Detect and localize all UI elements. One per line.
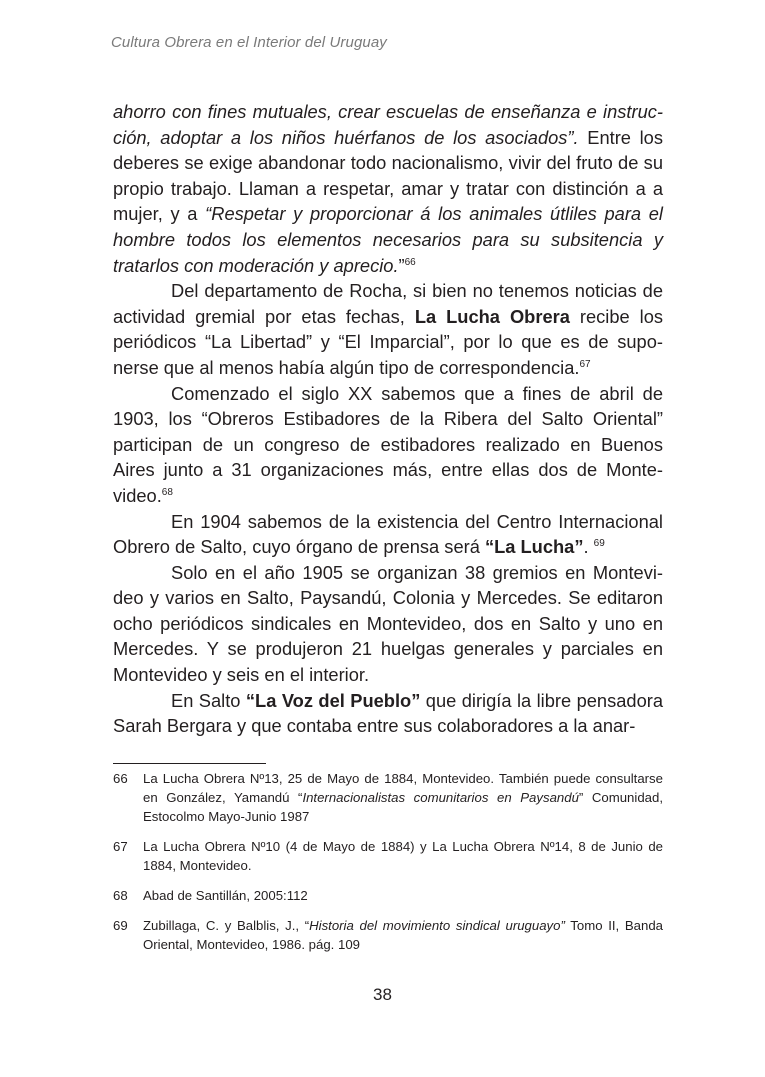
paragraph-text: Solo en el año 1905 se organizan 38 gremios en Montevideo y varios en Salto, Paysandú, Colonia y Mercedes. Se editaron ocho periódicos sindicales en Montevideo, dos en Salto y uno en Mercedes. Y se produjeron 21 huelgas generales y parciales en Montevideo y seis en el interior. [113,561,663,686]
paragraph-text: En Salto [171,689,246,711]
bold-periodical: La Lucha Obrera [414,305,570,327]
paragraph-text: En 1904 sabemos de la existencia del Centro Internacional Obrero de Salto, cuyo órgano de prensa será [113,510,663,558]
footnote-text-part: Tomo II, Banda Oriental, Montevideo, 1986. pág. 109 [143,918,664,952]
footnote-number: 66 [113,771,128,786]
footnote-68 [113,886,663,905]
paragraph-text: Entre los deberes se exige abandonar todo nacionalismo, vivir del fruto de su propio trabajo. Llaman a respetar, amar y tratar con distinción a a mujer, y a [113,126,663,225]
paragraph-text: . [583,536,594,558]
footnote-ref-67[interactable]: 67 [579,358,591,370]
paragraph-2 [113,278,663,380]
footnote-67 [113,837,663,875]
paragraph-text: Comenzado el siglo XX sabemos que a fines de abril de 1903, los “Obreros Estibadores de la Ribera del Salto Oriental” participan de un congreso de estibadores realizado en Buenos Aires junto a 31 organizaciones más, entre ellas dos de Montevideo. [113,382,663,506]
footnote-italic: Historia del movimiento sindical uruguayo” [309,918,565,933]
running-header: Cultura Obrera en el Interior del Uruguay [111,34,387,51]
paragraph-4 [113,509,663,560]
footnotes [113,769,663,965]
paragraph-3 [113,381,663,509]
footnote-italic: Internacionalistas comunitarios en Paysandú [302,790,579,805]
paragraph-text: Del departamento de Rocha, si bien no tenemos noticias de actividad gremial por etas fechas, [113,280,663,327]
footnote-ref-66[interactable]: 66 [404,256,416,268]
footnote-text-part: ” Comunidad, Estocolmo Mayo-Junio 1987 [143,790,663,824]
footnote-text [143,916,663,954]
paragraph-text: recibe los periódicos “La Libertad” y “El Imparcial”, por lo que es de suponerse que al menos había algún tipo de correspondencia. [113,305,663,378]
paragraph-5 [113,560,663,688]
paragraph-6 [113,688,663,739]
footnote-divider [113,763,266,764]
footnote-text-part: La Lucha Obrera Nº13, 25 de Mayo de 1884, Montevideo. También puede consultarse en González, Yamandú “ [143,771,663,805]
italic-quote: “Respetar y proporcionar á los animales útliles para el hombre todos los elementos necesarios para su subsitencia y tratarlos con moderación y aprecio. [113,203,663,276]
paragraph-1 [113,99,663,278]
footnote-number: 69 [113,918,128,933]
bold-periodical: “La Lucha” [484,536,584,558]
footnote-number: 67 [113,839,128,854]
page-number: 38 [373,985,392,1004]
footnote-text: La Lucha Obrera Nº10 (4 de Mayo de 1884) y La Lucha Obrera Nº14, 8 de Junio de 1884, Montevideo. [143,839,663,873]
footnote-text [143,769,663,826]
bold-periodical: “La Voz del Pueblo” [245,689,421,711]
footnote-66 [113,769,663,826]
footnote-69 [113,916,663,954]
paragraph-text: que dirigía la libre pensadora Sarah Bergara y que contaba entre sus colaboradores a la anar- [113,689,663,737]
footnote-number: 68 [113,888,128,903]
footnote-ref-68[interactable]: 68 [161,486,173,498]
footnote-text: Abad de Santillán, 2005:112 [143,888,308,903]
closing-quote: ” [398,254,405,276]
footnote-text-part: Zubillaga, C. y Balblis, J., “ [143,918,310,933]
body-text [113,99,663,739]
footnote-ref-69[interactable]: 69 [593,538,605,549]
italic-quote: ahorro con fines mutuales, crear escuelas de enseñanza e instrucción, adoptar a los niños huérfanos de los asociados”. [113,101,663,148]
